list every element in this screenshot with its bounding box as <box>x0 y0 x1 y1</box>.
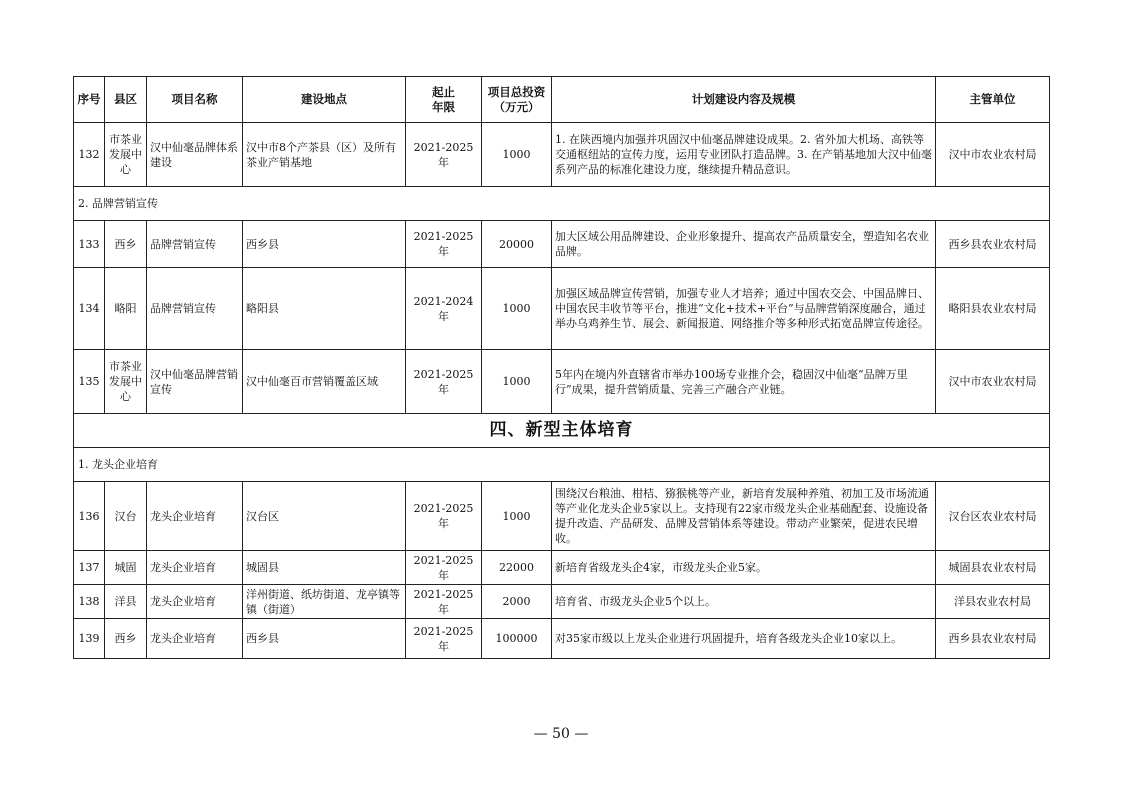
cell-content: 培育省、市级龙头企业5个以上。 <box>552 585 936 619</box>
subheader-label: 2. 品牌营销宣传 <box>74 187 1050 221</box>
cell-county: 略阳 <box>105 268 147 350</box>
cell-name: 龙头企业培育 <box>147 551 243 585</box>
cell-investment: 20000 <box>482 221 552 268</box>
cell-name: 品牌营销宣传 <box>147 221 243 268</box>
cell-unit: 西乡县农业农村局 <box>936 221 1050 268</box>
subheader-row <box>74 187 1050 221</box>
cell-county: 西乡 <box>105 221 147 268</box>
cell-unit: 略阳县农业农村局 <box>936 268 1050 350</box>
cell-location: 略阳县 <box>243 268 406 350</box>
table-row <box>74 619 1050 659</box>
col-header-investment: 项目总投资 （万元） <box>482 77 552 123</box>
col-header-unit: 主管单位 <box>936 77 1050 123</box>
cell-investment: 1000 <box>482 268 552 350</box>
page-number: — 50 — <box>533 726 589 742</box>
cell-content: 新培育省级龙头企4家，市级龙头企业5家。 <box>552 551 936 585</box>
cell-seq: 132 <box>74 123 105 187</box>
cell-unit: 汉中市农业农村局 <box>936 123 1050 187</box>
cell-name: 汉中仙毫品牌营销宣传 <box>147 350 243 414</box>
table-row <box>74 482 1050 551</box>
cell-period: 2021-2025年 <box>406 619 482 659</box>
cell-content: 围绕汉台粮油、柑桔、猕猴桃等产业，新培育发展种养殖、初加工及市场流通等产业化龙头企业5家以上。支持现有22家市级龙头企业基础配套、设施设备提升改造、产品研发、品牌及营销体系等建设。带动产业繁荣，促进农民增收。 <box>552 482 936 551</box>
cell-name: 品牌营销宣传 <box>147 268 243 350</box>
cell-name: 龙头企业培育 <box>147 619 243 659</box>
cell-unit: 城固县农业农村局 <box>936 551 1050 585</box>
cell-content: 1. 在陕西境内加强并巩固汉中仙毫品牌建设成果。2. 省外加大机场、高铁等交通枢纽站的宣传力度，运用专业团队打造品牌。3. 在产销基地加大汉中仙毫系列产品的标准化建设力度，继续提升精品意识。 <box>552 123 936 187</box>
cell-content: 加强区域品牌宣传营销，加强专业人才培养；通过中国农交会、中国品牌日、中国农民丰收节等平台，推进“文化+技术+平台”与品牌营销深度融合，通过举办乌鸡养生节、展会、新闻报道、网络推介等多种形式拓宽品牌宣传途径。 <box>552 268 936 350</box>
cell-county: 城固 <box>105 551 147 585</box>
cell-county: 洋县 <box>105 585 147 619</box>
cell-location: 汉台区 <box>243 482 406 551</box>
cell-name: 汉中仙毫品牌体系建设 <box>147 123 243 187</box>
subheader-row <box>74 448 1050 482</box>
cell-investment: 1000 <box>482 350 552 414</box>
cell-county: 市茶业 发展中 心 <box>105 350 147 414</box>
cell-location: 洋州街道、纸坊街道、龙亭镇等镇（街道） <box>243 585 406 619</box>
cell-content: 5年内在境内外直辖省市举办100场专业推介会，稳固汉中仙毫“品牌万里行”成果，提升营销质量、完善三产融合产业链。 <box>552 350 936 414</box>
table-row <box>74 268 1050 350</box>
cell-seq: 135 <box>74 350 105 414</box>
col-header-period: 起止 年限 <box>406 77 482 123</box>
cell-unit: 洋县农业农村局 <box>936 585 1050 619</box>
cell-investment: 22000 <box>482 551 552 585</box>
col-header-seq: 序号 <box>74 77 105 123</box>
cell-location: 城固县 <box>243 551 406 585</box>
cell-seq: 139 <box>74 619 105 659</box>
cell-investment: 100000 <box>482 619 552 659</box>
cell-county: 市茶业 发展中 心 <box>105 123 147 187</box>
cell-location: 西乡县 <box>243 619 406 659</box>
section-row <box>74 414 1050 448</box>
cell-period: 2021-2025年 <box>406 221 482 268</box>
cell-seq: 133 <box>74 221 105 268</box>
cell-period: 2021-2025年 <box>406 482 482 551</box>
cell-unit: 汉台区农业农村局 <box>936 482 1050 551</box>
cell-county: 西乡 <box>105 619 147 659</box>
cell-unit: 西乡县农业农村局 <box>936 619 1050 659</box>
cell-investment: 2000 <box>482 585 552 619</box>
table-row <box>74 585 1050 619</box>
cell-name: 龙头企业培育 <box>147 585 243 619</box>
table-row <box>74 123 1050 187</box>
cell-county: 汉台 <box>105 482 147 551</box>
cell-location: 汉中仙毫百市营销覆盖区域 <box>243 350 406 414</box>
subheader-label: 1. 龙头企业培育 <box>74 448 1050 482</box>
cell-seq: 137 <box>74 551 105 585</box>
cell-unit: 汉中市农业农村局 <box>936 350 1050 414</box>
cell-name: 龙头企业培育 <box>147 482 243 551</box>
table-header-row <box>74 77 1050 123</box>
cell-investment: 1000 <box>482 482 552 551</box>
cell-seq: 138 <box>74 585 105 619</box>
cell-period: 2021-2025年 <box>406 585 482 619</box>
cell-content: 对35家市级以上龙头企业进行巩固提升，培育各级龙头企业10家以上。 <box>552 619 936 659</box>
col-header-county: 县区 <box>105 77 147 123</box>
cell-content: 加大区域公用品牌建设、企业形象提升、提高农产品质量安全，塑造知名农业品牌。 <box>552 221 936 268</box>
project-table <box>73 76 1050 659</box>
col-header-location: 建设地点 <box>243 77 406 123</box>
col-header-name: 项目名称 <box>147 77 243 123</box>
cell-period: 2021-2024年 <box>406 268 482 350</box>
col-header-content: 计划建设内容及规模 <box>552 77 936 123</box>
cell-period: 2021-2025年 <box>406 350 482 414</box>
table-row <box>74 350 1050 414</box>
table-row <box>74 551 1050 585</box>
cell-period: 2021-2025年 <box>406 551 482 585</box>
cell-seq: 136 <box>74 482 105 551</box>
cell-location: 西乡县 <box>243 221 406 268</box>
cell-investment: 1000 <box>482 123 552 187</box>
cell-location: 汉中市8个产茶县（区）及所有茶业产销基地 <box>243 123 406 187</box>
section-title: 四、新型主体培育 <box>74 414 1050 448</box>
cell-period: 2021-2025年 <box>406 123 482 187</box>
table-row <box>74 221 1050 268</box>
cell-seq: 134 <box>74 268 105 350</box>
